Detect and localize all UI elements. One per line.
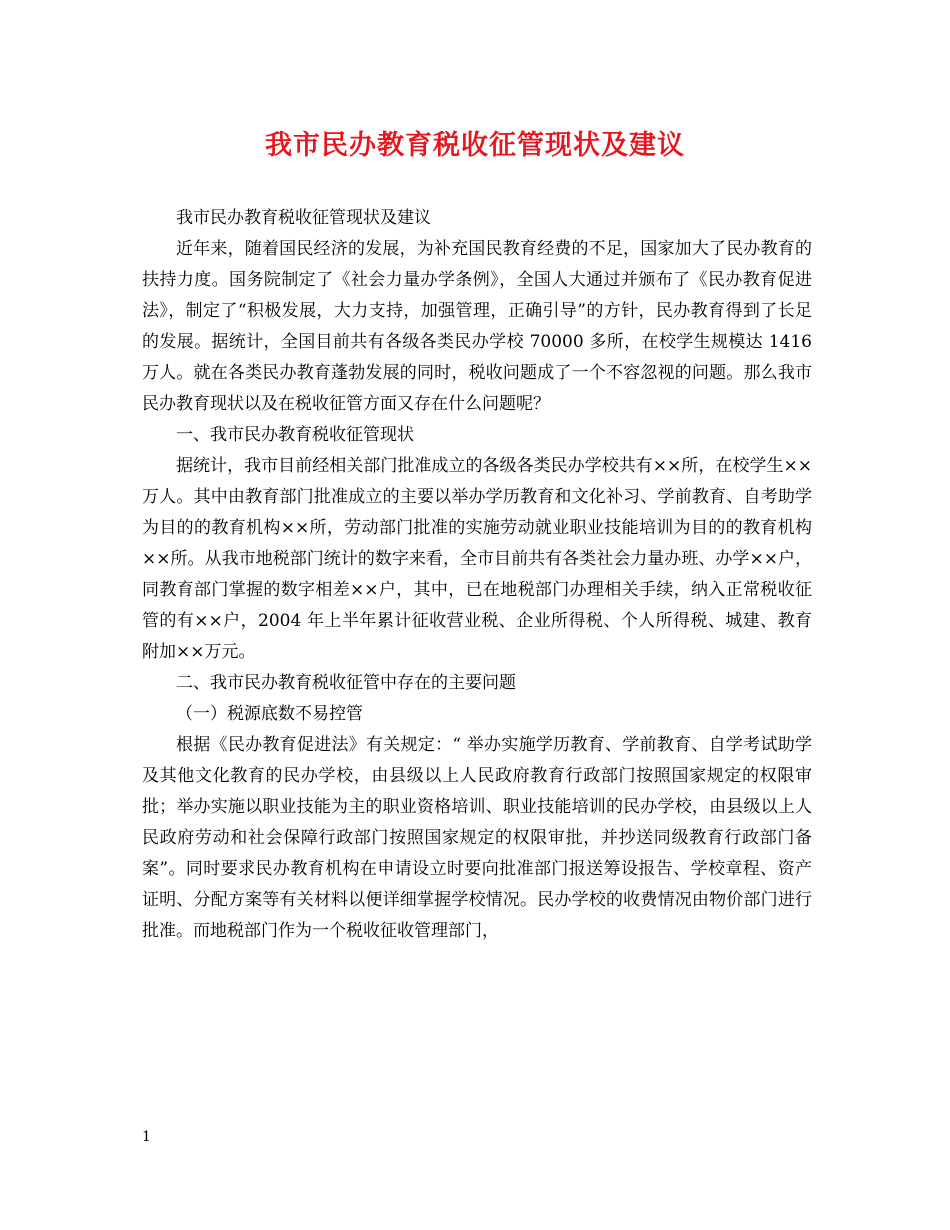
subsection-heading-1: （一）税源底数不易控管: [176, 704, 363, 724]
section-heading-2: 二、我市民办教育税收征管中存在的主要问题: [176, 673, 516, 693]
document-title: 我市民办教育税收征管现状及建议: [265, 130, 685, 161]
document-body: [142, 203, 812, 947]
paragraph-regulations: 根据《民办教育促进法》有关规定：“ 举办实施学历教育、学前教育、自学考试助学及其他文化教育的民办学校，由县级以上人民政府教育行政部门按照国家规定的权限审批；举办实施以职业技能为主的职业资格培训、职业技能培训的民办学校，由县级以上人民政府劳动和社会保障行政部门按照国家规定的权限审批，并抄送同级教育行政部门备案”。同时要求民办教育机构在申请设立时要向批准部门报送筹设报告、学校章程、资产证明、分配方案等有关材料以便详细掌握学校情况。民办学校的收费情况由物价部门进行批准。而地税部门作为一个税收征收管理部门，: [142, 735, 812, 941]
paragraph-status: 据统计，我市目前经相关部门批准成立的各级各类民办学校共有××所，在校学生××万人。其中由教育部门批准成立的主要以举办学历教育和文化补习、学前教育、自考助学为目的的教育机构××所，劳动部门批准的实施劳动就业职业技能培训为目的的教育机构××所。从我市地税部门统计的数字来看，全市目前共有各类社会力量办班、办学××户，同教育部门掌握的数字相差××户，其中，已在地税部门办理相关手续，纳入正常税收征管的有××户，2004 年上半年累计征收营业税、企业所得税、个人所得税、城建、教育附加××万元。: [142, 456, 812, 662]
paragraph-subtitle: 我市民办教育税收征管现状及建议: [176, 208, 431, 228]
paragraph-intro: 近年来，随着国民经济的发展，为补充国民教育经费的不足，国家加大了民办教育的扶持力度。国务院制定了《社会力量办学条例》，全国人大通过并颁布了《民办教育促进法》，制定了“积极发展，大力支持，加强管理，正确引导”的方针，民办教育得到了长足的发展。据统计，全国目前共有各级各类民办学校 70000 多所，在校学生规模达 1416 万人。就在各类民办教育蓬勃发展的同时，税收问题成了一个不容忽视的问题。那么我市民办教育现状以及在税收征管方面又存在什么问题呢？: [142, 239, 812, 414]
section-heading-1: 一、我市民办教育税收征管现状: [176, 425, 414, 445]
page-number: 1: [142, 1129, 151, 1145]
